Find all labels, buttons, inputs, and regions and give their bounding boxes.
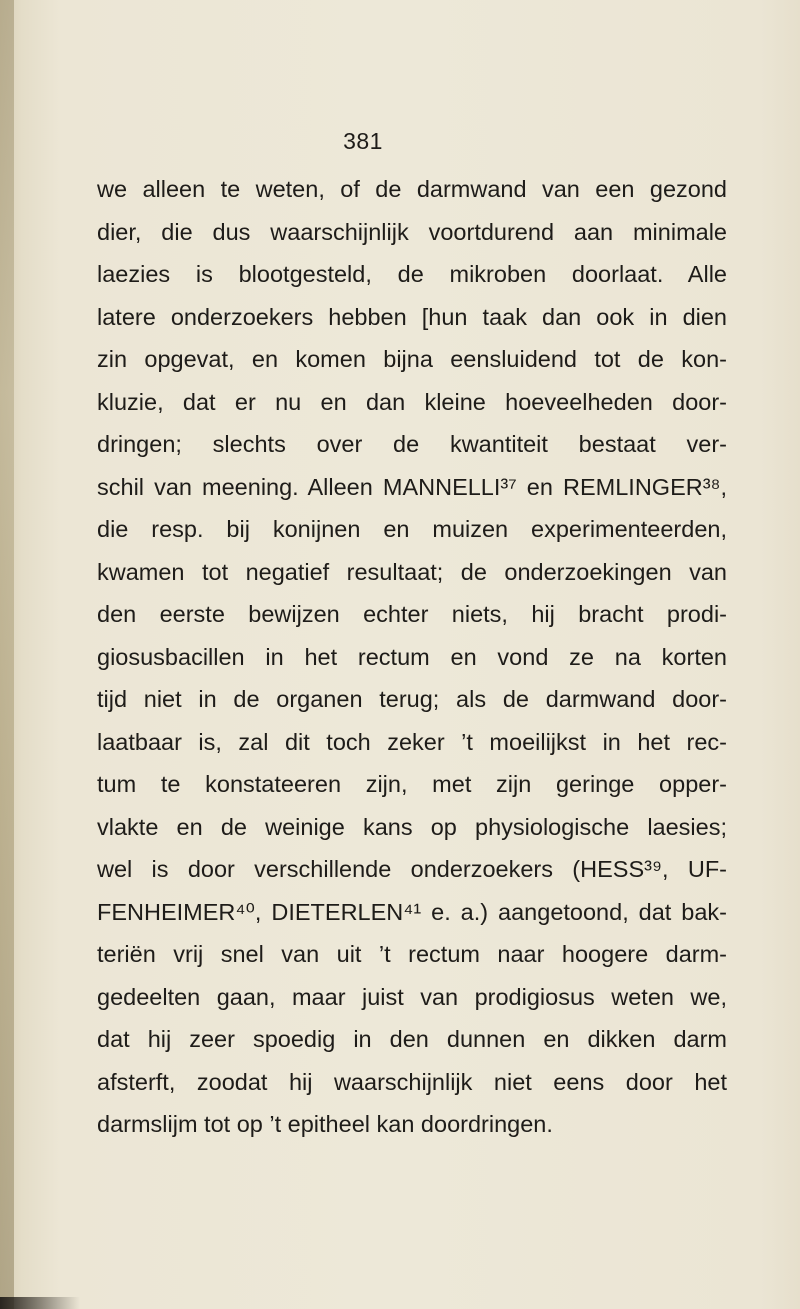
text-line: die resp. bij konijnen en muizen experimenteerden, xyxy=(97,516,727,542)
text-line: FENHEIMER⁴⁰, DIETERLEN⁴¹ e. a.) aangetoond, dat bak- xyxy=(97,898,727,925)
text-line: afsterft, zoodat hij waarschijnlijk niet eens door het xyxy=(97,1068,727,1095)
page-edge-shadow xyxy=(0,1297,80,1309)
text-line: gedeelten gaan, maar juist van prodigiosus weten we, xyxy=(97,983,727,1010)
text-line: zin opgevat, en komen bijna eensluidend tot de kon- xyxy=(97,346,727,372)
text-line: darmslijm tot op ’t epitheel kan doordringen. xyxy=(97,1111,553,1137)
page-binding-shadow xyxy=(0,0,14,1309)
text-line: schil van meening. Alleen MANNELLI³⁷ en REMLINGER³⁸, xyxy=(97,473,727,500)
text-line: laatbaar is, zal dit toch zeker ’t moeilijkst in het rec- xyxy=(97,728,727,755)
text-line: dringen; slechts over de kwantiteit bestaat ver- xyxy=(97,431,727,457)
text-line: dat hij zeer spoedig in den dunnen en dikken darm xyxy=(97,1026,727,1052)
text-line: we alleen te weten, of de darmwand van een gezond xyxy=(97,176,727,202)
text-line: latere onderzoekers hebben [hun taak dan ook in dien xyxy=(97,303,727,330)
text-line: tijd niet in de organen terug; als de darmwand door- xyxy=(97,686,727,712)
body-paragraph xyxy=(97,168,727,1146)
text-line: vlakte en de weinige kans op physiologische laesies; xyxy=(97,813,727,840)
text-line: giosusbacillen in het rectum en vond ze na korten xyxy=(97,643,727,670)
text-line: kwamen tot negatief resultaat; de onderzoekingen van xyxy=(97,558,727,585)
text-line: kluzie, dat er nu en dan kleine hoeveelheden door- xyxy=(97,388,727,415)
page-number: 381 xyxy=(343,128,383,154)
text-line: den eerste bewijzen echter niets, hij bracht prodi- xyxy=(97,601,727,627)
text-line: wel is door verschillende onderzoekers (HESS³⁹, UF- xyxy=(97,856,727,882)
text-line: tum te konstateeren zijn, met zijn geringe opper- xyxy=(97,771,727,797)
text-line: dier, die dus waarschijnlijk voortdurend aan minimale xyxy=(97,218,727,245)
text-line: laezies is blootgesteld, de mikroben doorlaat. Alle xyxy=(97,261,727,287)
text-line: teriën vrij snel van uit ’t rectum naar hoogere darm- xyxy=(97,941,727,967)
